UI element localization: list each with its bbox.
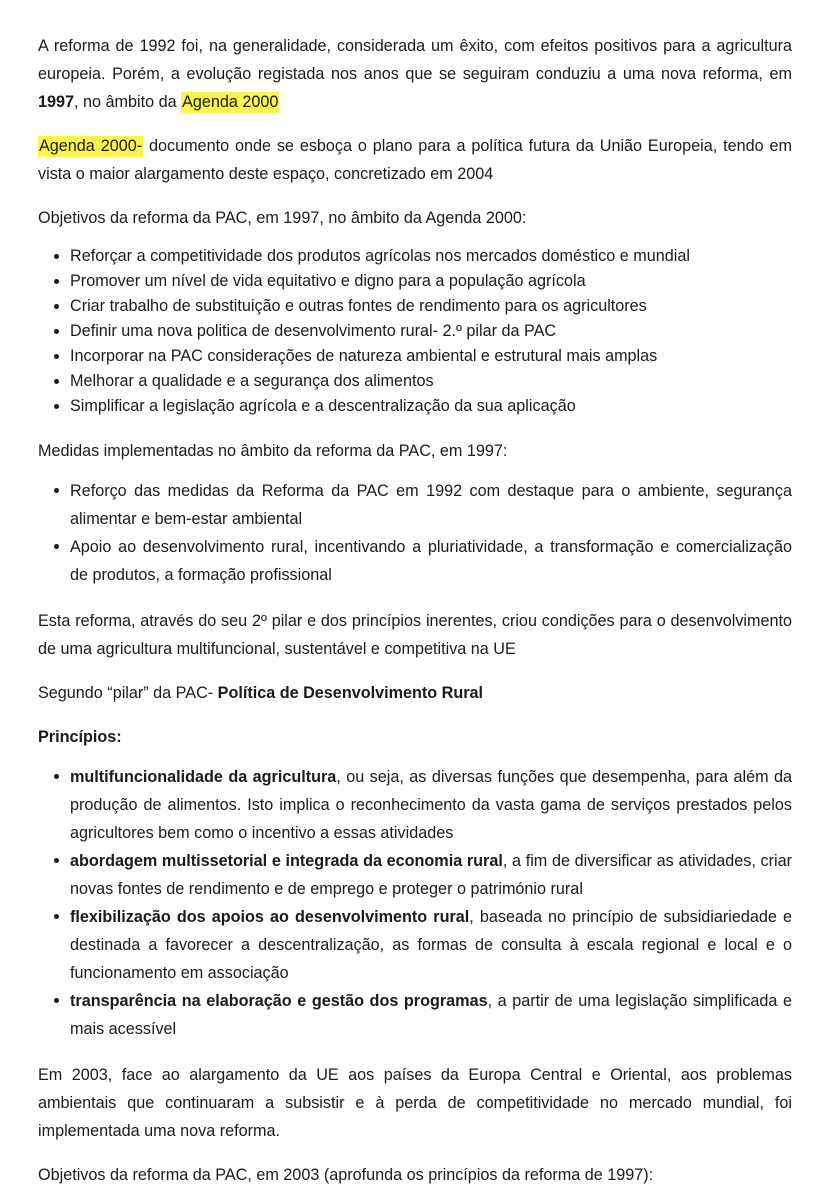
list-item-rest: , a partir de uma legislação simplificada e mais acessível: [70, 992, 792, 1038]
paragraph-esta-reforma: Esta reforma, através do seu 2º pilar e dos princípios inerentes, criou condições para o desenvolvimento de uma agricultura multifuncional, sustentável e competitiva na UE: [38, 612, 792, 658]
paragraph-agenda-definition-text: documento onde se esboça o plano para a política futura da União Europeia, tendo em vista o maior alargamento deste espaço, concretizado em 2004: [38, 137, 792, 183]
paragraph-intro-text-b: , no âmbito da: [74, 93, 182, 111]
list-item: Definir uma nova politica de desenvolvimento rural- 2.º pilar da PAC: [38, 319, 792, 344]
list-item: Promover um nível de vida equitativo e digno para a população agrícola: [38, 269, 792, 294]
list-item-lead: multifuncionalidade da agricultura: [70, 768, 337, 786]
list-item: Melhorar a qualidade e a segurança dos alimentos: [38, 369, 792, 394]
paragraph-segundo-pilar: [38, 679, 792, 707]
heading-medidas-1997: Medidas implementadas no âmbito da reforma da PAC, em 1997:: [38, 442, 508, 460]
list-item: [38, 847, 792, 903]
paragraph-segundo-pilar-text: Segundo “pilar” da PAC-: [38, 684, 218, 702]
heading-principios: Princípios:: [38, 728, 122, 746]
highlight-agenda-2000-first: Agenda 2000: [182, 93, 279, 111]
list-item: Criar trabalho de substituição e outras fontes de rendimento para os agricultores: [38, 294, 792, 319]
paragraph-agenda-definition: [38, 132, 792, 188]
list-item-rest: , ou seja, as diversas funções que desempenha, para além da produção de alimentos. Isto implica o reconhecimento da vasta gama de serviços prestados pelos agricultores bem como o incentivo a essas atividades: [70, 768, 792, 842]
paragraph-intro-text-a: A reforma de 1992 foi, na generalidade, considerada um êxito, com efeitos positivos para a agricultura europeia. Porém, a evolução registada nos anos que se seguiram conduziu a uma nova reforma, em: [38, 37, 792, 83]
list-item: Simplificar a legislação agrícola e a descentralização da sua aplicação: [38, 394, 792, 419]
paragraph-segundo-pilar-bold: Política de Desenvolvimento Rural: [217, 684, 484, 702]
paragraph-intro-year: 1997: [38, 93, 75, 111]
highlight-agenda-2000-second: Agenda 2000-: [39, 137, 143, 155]
list-item: Apoio ao desenvolvimento rural, incentivando a pluriatividade, a transformação e comercialização de produtos, a formação profissional: [38, 533, 792, 589]
list-item: Reforço das medidas da Reforma da PAC em 1992 com destaque para o ambiente, segurança alimentar e bem-estar ambiental: [38, 477, 792, 533]
list-item: [38, 987, 792, 1043]
list-item: [38, 763, 792, 847]
list-item-lead: flexibilização dos apoios ao desenvolvimento rural: [70, 908, 470, 926]
list-principios: [38, 763, 792, 1043]
paragraph-intro: [38, 32, 792, 116]
paragraph-em-2003: Em 2003, face ao alargamento da UE aos países da Europa Central e Oriental, aos problemas ambientais que continuaram a subsistir e à perda de competitividade no mercado mundial, foi implementada uma nova reforma.: [38, 1066, 792, 1140]
list-item: [38, 903, 792, 987]
document-body: [38, 32, 792, 1189]
list-item-lead: transparência na elaboração e gestão dos programas: [70, 992, 488, 1010]
list-item-rest: , a fim de diversificar as atividades, criar novas fontes de rendimento e de emprego e proteger o património rural: [70, 852, 792, 898]
list-item: Incorporar na PAC considerações de natureza ambiental e estrutural mais amplas: [38, 344, 792, 369]
list-medidas-1997: [38, 477, 792, 589]
list-item: Reforçar a competitividade dos produtos agrícolas nos mercados doméstico e mundial: [38, 244, 792, 269]
list-objetivos-1997: [38, 244, 792, 419]
heading-objetivos-1997: Objetivos da reforma da PAC, em 1997, no âmbito da Agenda 2000:: [38, 209, 527, 227]
list-item-lead: abordagem multissetorial e integrada da economia rural: [70, 852, 503, 870]
list-item-rest: , baseada no princípio de subsidiariedade e destinada a favorecer a descentralização, as formas de consulta à escala regional e local e o funcionamento em associação: [70, 908, 792, 982]
heading-objetivos-2003: Objetivos da reforma da PAC, em 2003 (aprofunda os princípios da reforma de 1997):: [38, 1166, 654, 1184]
